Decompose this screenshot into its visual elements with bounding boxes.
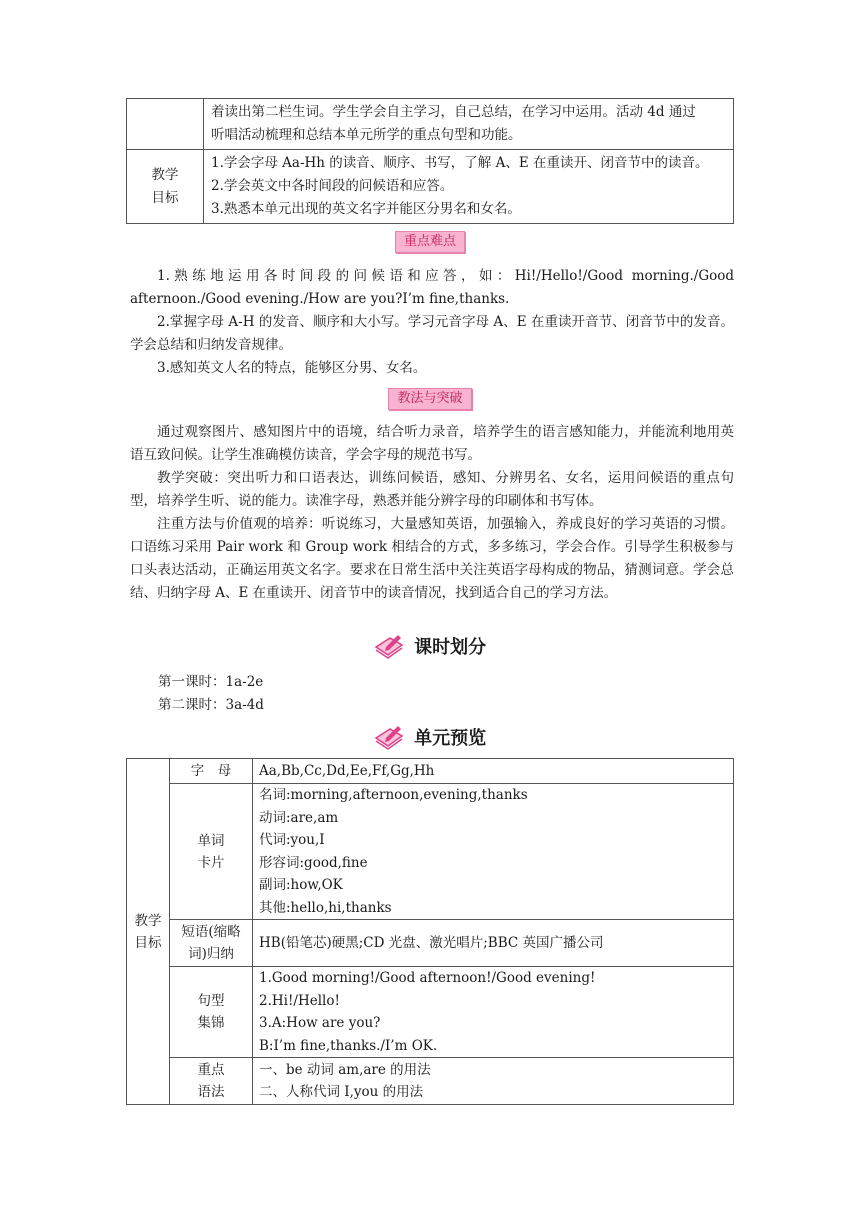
words-cell — [253, 784, 734, 920]
sentence-line: B:I’m fine,thanks./I’m OK. — [259, 1037, 438, 1054]
goal-item: 1.学会字母 Aa-Hh 的读音、顺序、书写，了解 A、E 在重读开、闭音节中的读音。 — [211, 155, 709, 171]
key-points-badge: 重点难点 — [395, 231, 465, 253]
outer-goals-label: 教学 目标 — [127, 759, 170, 1105]
grammar-label: 重点 语法 — [170, 1058, 253, 1105]
word-line: 代词:you,I — [259, 832, 325, 848]
methods-paragraph: 教学突破：突出听力和口语表达，训练问候语，感知、分辨男名、女名，运用问候语的重点句型，培养学生听、说的能力。读准字母，熟悉并能分辨字母的印刷体和书写体。 — [130, 470, 734, 509]
objectives-table — [126, 98, 734, 224]
text-line: 着读出第二栏生词。学生学会自主学习，自己总结，在学习中运用。活动 4d 通过 — [211, 104, 696, 120]
activity-description-cell — [204, 99, 734, 150]
pencil-book-icon — [374, 633, 404, 659]
pencil-book-icon — [374, 724, 404, 750]
word-line: 形容词:good,fine — [259, 854, 368, 871]
word-line: 动词:are,am — [259, 809, 339, 826]
empty-label-cell — [127, 99, 204, 150]
goal-item: 2.学会英文中各时间段的问候语和应答。 — [211, 178, 454, 194]
sentence-line: 3.A:How are you? — [259, 1015, 381, 1031]
grammar-line: 一、be 动词 am,are 的用法 — [259, 1061, 431, 1078]
methods-paragraph: 注重方法与价值观的培养：听说练习，大量感知英语，加强输入，养成良好的学习英语的习惯。口语练习采用 Pair work 和 Group work 相结合的方式，多多练习，学会合作。引导学生积极参与口头表达活动，正确运用英文名字。要求在日常生活中关注英语字母构成的物品，猜测词意。学会总结、归纳字母 A、E 在重读开、闭音节中的读音情况，找到适合自己的学习方法。 — [130, 516, 734, 601]
sentences-cell — [253, 967, 734, 1058]
preview-title: 单元预览 — [414, 728, 487, 749]
grammar-cell — [253, 1058, 734, 1105]
methods-badge-wrap — [0, 388, 860, 410]
phrases-label: 短语(缩略 词)归纳 — [170, 920, 253, 967]
periods-heading — [0, 633, 860, 659]
phrases-cell: HB(铅笔芯)硬黑;CD 光盘、激光唱片;BBC 英国广播公司 — [253, 920, 734, 967]
period-line: 第一课时：1a-2e — [158, 674, 264, 690]
periods-title: 课时划分 — [414, 637, 487, 658]
sentences-label: 句型 集锦 — [170, 967, 253, 1058]
word-line: 其他:hello,hi,thanks — [259, 899, 392, 916]
unit-preview-table — [126, 758, 734, 1105]
key-points-badge-wrap — [0, 231, 860, 253]
word-line: 副词:how,OK — [259, 877, 343, 893]
word-line: 名词:morning,afternoon,evening,thanks — [259, 787, 528, 803]
methods-paragraphs — [130, 421, 734, 605]
sentence-line: 2.Hi!/Hello! — [259, 992, 340, 1009]
period-line: 第二课时：3a-4d — [158, 697, 264, 713]
key-point-item: 2.掌握字母 A-H 的发音、顺序和大小写。学习元音字母 A、E 在重读开音节、闭音节中的发音。学会总结和归纳发音规律。 — [130, 314, 734, 353]
methods-paragraph: 通过观察图片、感知图片中的语境，结合听力录音，培养学生的语言感知能力，并能流利地用英语互致问候。让学生准确模仿读音，学会字母的规范书写。 — [130, 424, 734, 463]
preview-heading — [0, 724, 860, 750]
letters-label: 字 母 — [170, 759, 253, 784]
periods-list — [158, 671, 264, 717]
key-point-item: 3.感知英文人名的特点，能够区分男、女名。 — [157, 360, 427, 376]
key-points-list — [130, 265, 734, 380]
sentence-line: 1.Good morning!/Good afternoon!/Good evening! — [259, 970, 596, 986]
goals-label: 教学 目标 — [127, 150, 204, 224]
grammar-line: 二、人称代词 I,you 的用法 — [259, 1084, 424, 1100]
goal-item: 3.熟悉本单元出现的英文名字并能区分男名和女名。 — [211, 201, 521, 217]
text-line: 听唱活动梳理和总结本单元所学的重点句型和功能。 — [211, 127, 522, 143]
goals-cell — [204, 150, 734, 224]
methods-badge: 教法与突破 — [388, 388, 471, 410]
words-label: 单词 卡片 — [170, 784, 253, 920]
key-point-item: 1.熟练地运用各时间段的问候语和应答，如：Hi!/Hello!/Good morning./Good afternoon./Good evening./How are you?I’m fine,thanks. — [130, 268, 734, 307]
letters-cell: Aa,Bb,Cc,Dd,Ee,Ff,Gg,Hh — [253, 759, 734, 784]
